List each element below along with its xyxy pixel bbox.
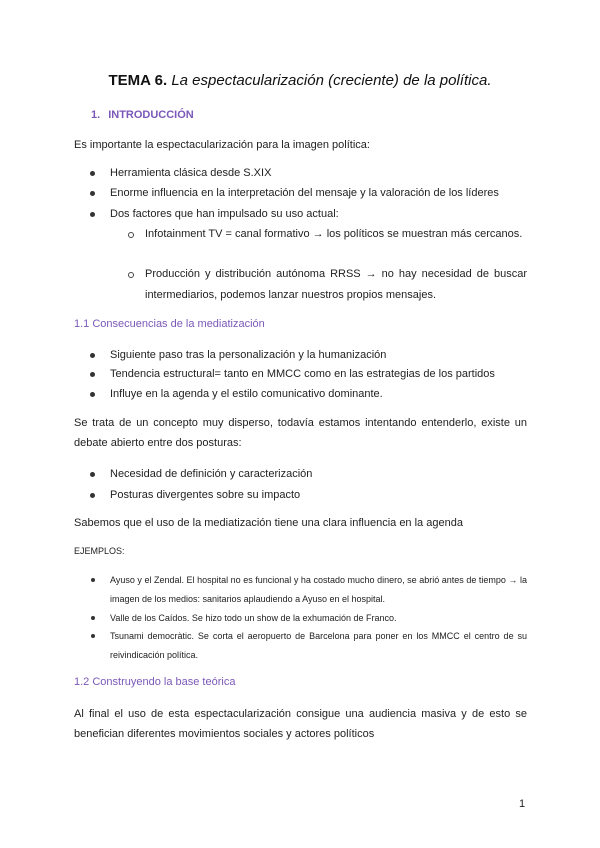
bullet-text: Necesidad de definición y caracterización [110,468,313,480]
bullet-dot [90,212,95,217]
sub-bullet-circle [128,272,134,278]
page-title [0,72,600,89]
examples-label: EJEMPLOS: [74,546,125,556]
bullet-dot [90,392,95,397]
subsection-heading-base-teorica: 1.2 Construyendo la base teórica [74,676,236,688]
sub-bullet-circle [128,232,134,238]
intro-paragraph: Es importante la espectacularización para la imagen política: [74,139,370,151]
bullet-text: Posturas divergentes sobre su impacto [110,489,301,501]
example-item [91,609,527,628]
example-text: Tsunami democràtic. Se corta el aeropuerto de Barcelona para poner en los MMCC el centro de su reivindicación política. [110,631,527,660]
bullet-text: Herramienta clásica desde S.XIX [110,167,272,179]
example-text: Valle de los Caídos. Se hizo todo un show de la exhumación de Franco. [110,613,397,623]
bullet-dot [90,171,95,176]
section-heading-text: INTRODUCCIÓN [108,109,194,121]
bullet-dot [91,616,95,620]
bullet-dot [90,353,95,358]
bullet-dot [90,472,95,477]
example-item [91,627,527,665]
final-paragraph: Al final el uso de esta espectacularización consigue una audiencia masiva y de esto se benefician diferentes movimientos sociales y actores políticos [74,708,527,740]
bullet-dot [90,372,95,377]
bullet-text: Siguiente paso tras la personalización y la humanización [110,349,387,361]
bullet-text: Influye en la agenda y el estilo comunicativo dominante. [110,388,383,400]
section-heading-introduccion [91,109,194,121]
example-text: Ayuso y el Zendal. El hospital no es funcional y ha costado mucho dinero, se abrió antes de tiempo → la imagen de los medios: sanitarios aplaudiendo a Ayuso en el hospital. [110,575,527,604]
bullet-text: Dos factores que han impulsado su uso actual: [110,208,339,220]
sub-bullet-text: Infotainment TV = canal formativo → los políticos se muestran más cercanos. [145,228,523,240]
bullet-text: Enorme influencia en la interpretación del mensaje y la valoración de los líderes [110,187,499,199]
agenda-paragraph: Sabemos que el uso de la mediatización tiene una clara influencia en la agenda [74,517,463,529]
page-number: 1 [519,798,526,810]
bullet-dot [91,634,95,638]
bullet-dot [90,191,95,196]
example-item [91,571,527,609]
bullet-dot [91,578,95,582]
title-italic: La espectacularización (creciente) de la política. [171,72,492,89]
sub-bullet-text: Producción y distribución autónoma RRSS → no hay necesidad de buscar intermediarios, podemos lanzar nuestros propios mensajes. [145,268,527,301]
sub-bullet-item [129,264,527,306]
sub-bullet-item [129,224,527,245]
subsection-heading-consecuencias: 1.1 Consecuencias de la mediatización [74,318,265,330]
bullet-text: Tendencia estructural= tanto en MMCC como en las estrategias de los partidos [110,368,495,380]
title-bold: TEMA 6. [108,72,168,89]
section-number: 1. [91,109,101,121]
bullet-dot [90,493,95,498]
concept-paragraph: Se trata de un concepto muy disperso, todavía estamos intentando entenderlo, existe un debate abierto entre dos posturas: [74,417,527,449]
